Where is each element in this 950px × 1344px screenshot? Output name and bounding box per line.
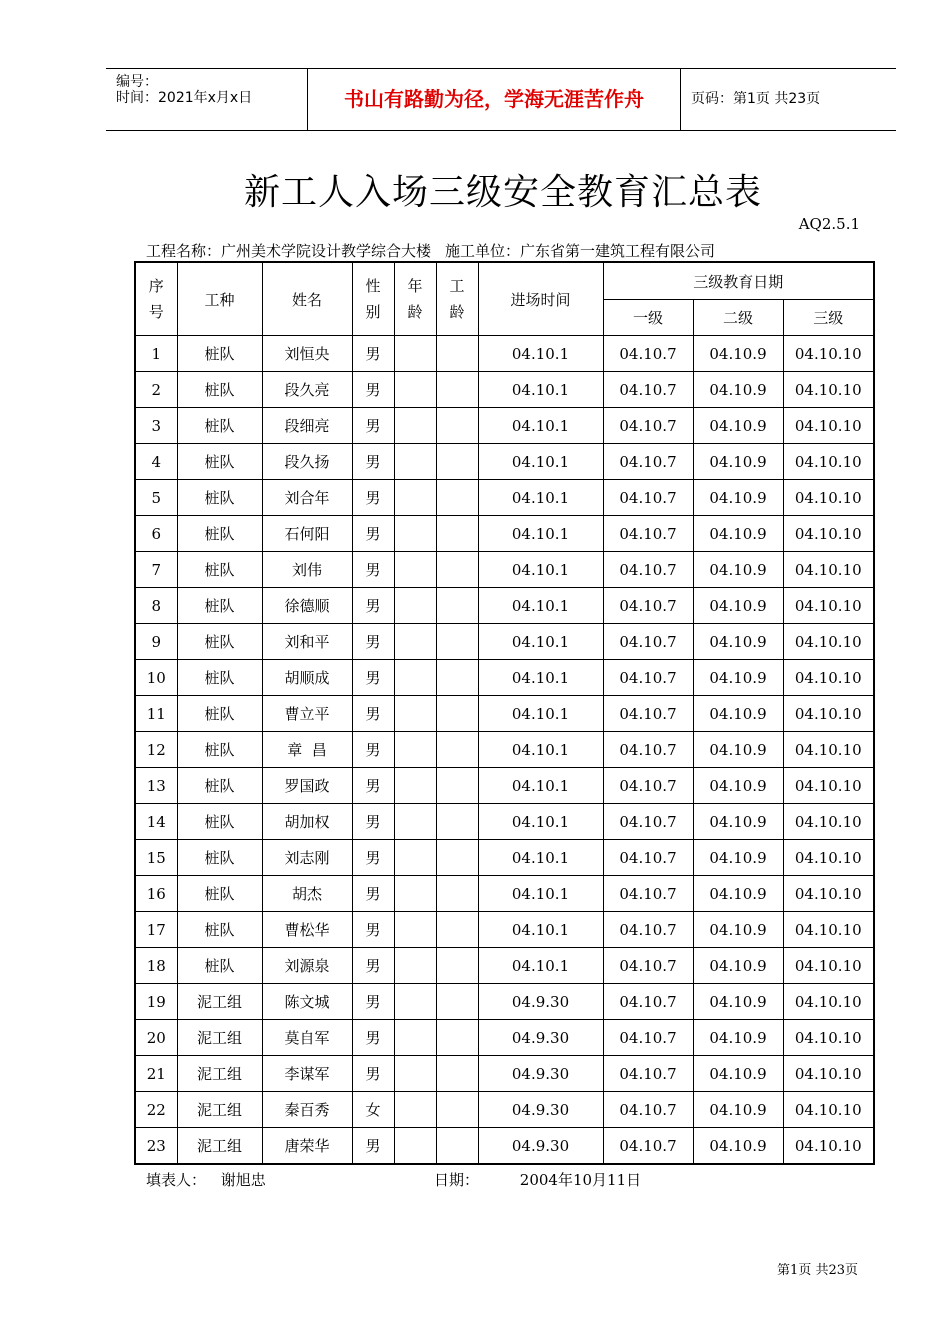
- cell-entry-date: 04.10.1: [478, 624, 603, 660]
- cell-level1: 04.10.7: [603, 804, 693, 840]
- header-divider: [680, 69, 681, 130]
- education-summary-table: [134, 261, 875, 1165]
- cell-seq: 17: [135, 912, 177, 948]
- table-row: [135, 876, 874, 912]
- cell-name: 段久亮: [262, 372, 352, 408]
- cell-work-years: [436, 1056, 478, 1092]
- cell-seq: 9: [135, 624, 177, 660]
- cell-seq: 23: [135, 1128, 177, 1165]
- cell-level2: 04.10.9: [693, 408, 783, 444]
- cell-entry-date: 04.9.30: [478, 1092, 603, 1128]
- cell-trade: 泥工组: [177, 1092, 262, 1128]
- header-age-label: 年龄: [407, 277, 423, 321]
- cell-gender: 男: [352, 372, 394, 408]
- cell-name: 李谋军: [262, 1056, 352, 1092]
- cell-gender: 男: [352, 948, 394, 984]
- cell-entry-date: 04.10.1: [478, 948, 603, 984]
- cell-work-years: [436, 480, 478, 516]
- cell-work-years: [436, 516, 478, 552]
- cell-age: [394, 840, 436, 876]
- cell-work-years: [436, 624, 478, 660]
- cell-name: 刘恒央: [262, 336, 352, 372]
- cell-level1: 04.10.7: [603, 1128, 693, 1165]
- cell-gender: 男: [352, 1056, 394, 1092]
- date-value: 2004年10月11日: [519, 1171, 642, 1189]
- cell-level3: 04.10.10: [783, 876, 874, 912]
- cell-level3: 04.10.10: [783, 588, 874, 624]
- table-row: [135, 732, 874, 768]
- cell-age: [394, 480, 436, 516]
- cell-age: [394, 552, 436, 588]
- table-header-row: [135, 262, 874, 300]
- cell-level3: 04.10.10: [783, 1092, 874, 1128]
- project-info: [146, 240, 715, 261]
- cell-name: 莫自军: [262, 1020, 352, 1056]
- cell-name: 胡顺成: [262, 660, 352, 696]
- cell-age: [394, 732, 436, 768]
- cell-level2: 04.10.9: [693, 1020, 783, 1056]
- cell-entry-date: 04.10.1: [478, 444, 603, 480]
- header-page-info: 页码：第1页 共23页: [691, 91, 821, 107]
- cell-name: 唐荣华: [262, 1128, 352, 1165]
- cell-trade: 桩队: [177, 624, 262, 660]
- cell-entry-date: 04.10.1: [478, 516, 603, 552]
- header-work-years-label: 工龄: [449, 277, 465, 321]
- cell-seq: 7: [135, 552, 177, 588]
- cell-level3: 04.10.10: [783, 408, 874, 444]
- cell-level3: 04.10.10: [783, 336, 874, 372]
- cell-level2: 04.10.9: [693, 912, 783, 948]
- cell-age: [394, 804, 436, 840]
- cell-work-years: [436, 660, 478, 696]
- cell-name: 刘合年: [262, 480, 352, 516]
- project-name: 工程名称：广州美术学院设计教学综合大楼: [146, 242, 432, 260]
- cell-age: [394, 408, 436, 444]
- cell-name: 刘伟: [262, 552, 352, 588]
- cell-level1: 04.10.7: [603, 768, 693, 804]
- cell-gender: 男: [352, 696, 394, 732]
- cell-trade: 桩队: [177, 372, 262, 408]
- cell-level2: 04.10.9: [693, 696, 783, 732]
- header-edu-group: 三级教育日期: [603, 262, 874, 300]
- cell-work-years: [436, 768, 478, 804]
- cell-trade: 桩队: [177, 444, 262, 480]
- header-level2: 二级: [693, 300, 783, 336]
- cell-entry-date: 04.10.1: [478, 804, 603, 840]
- header-gender-label: 性别: [365, 277, 381, 321]
- cell-trade: 桩队: [177, 948, 262, 984]
- header-seq-label: 序号: [148, 277, 164, 321]
- cell-gender: 男: [352, 804, 394, 840]
- cell-entry-date: 04.10.1: [478, 552, 603, 588]
- cell-level2: 04.10.9: [693, 336, 783, 372]
- cell-level3: 04.10.10: [783, 552, 874, 588]
- cell-level1: 04.10.7: [603, 624, 693, 660]
- cell-gender: 男: [352, 876, 394, 912]
- cell-gender: 男: [352, 732, 394, 768]
- cell-entry-date: 04.9.30: [478, 1128, 603, 1165]
- filler-label: 填表人：: [146, 1171, 207, 1189]
- table-row: [135, 912, 874, 948]
- cell-level1: 04.10.7: [603, 372, 693, 408]
- cell-gender: 男: [352, 1020, 394, 1056]
- cell-gender: 男: [352, 984, 394, 1020]
- cell-level1: 04.10.7: [603, 516, 693, 552]
- page-header: [106, 68, 896, 131]
- cell-level3: 04.10.10: [783, 1020, 874, 1056]
- cell-age: [394, 1092, 436, 1128]
- cell-trade: 桩队: [177, 408, 262, 444]
- cell-seq: 5: [135, 480, 177, 516]
- header-meta: [106, 69, 307, 130]
- cell-level2: 04.10.9: [693, 552, 783, 588]
- header-trade: 工种: [177, 262, 262, 336]
- cell-name: 徐德顺: [262, 588, 352, 624]
- cell-level1: 04.10.7: [603, 732, 693, 768]
- cell-work-years: [436, 876, 478, 912]
- cell-level3: 04.10.10: [783, 516, 874, 552]
- cell-trade: 桩队: [177, 588, 262, 624]
- cell-level1: 04.10.7: [603, 1092, 693, 1128]
- header-motto: 书山有路勤为径，学海无涯苦作舟: [344, 87, 644, 111]
- cell-gender: 男: [352, 552, 394, 588]
- cell-trade: 桩队: [177, 840, 262, 876]
- cell-age: [394, 372, 436, 408]
- cell-seq: 15: [135, 840, 177, 876]
- cell-age: [394, 336, 436, 372]
- cell-level3: 04.10.10: [783, 372, 874, 408]
- cell-entry-date: 04.10.1: [478, 732, 603, 768]
- cell-gender: 男: [352, 336, 394, 372]
- cell-name: 胡加权: [262, 804, 352, 840]
- filler-name: 谢旭忠: [220, 1171, 266, 1189]
- cell-level3: 04.10.10: [783, 984, 874, 1020]
- form-date: [434, 1169, 641, 1190]
- date-label: 日期：: [434, 1171, 480, 1189]
- cell-seq: 13: [135, 768, 177, 804]
- cell-seq: 8: [135, 588, 177, 624]
- cell-work-years: [436, 840, 478, 876]
- cell-level3: 04.10.10: [783, 624, 874, 660]
- cell-level1: 04.10.7: [603, 1056, 693, 1092]
- header-work-years: [436, 262, 478, 336]
- cell-level1: 04.10.7: [603, 840, 693, 876]
- cell-level1: 04.10.7: [603, 948, 693, 984]
- cell-trade: 泥工组: [177, 1020, 262, 1056]
- cell-name: 罗国政: [262, 768, 352, 804]
- table-row: [135, 984, 874, 1020]
- header-level1: 一级: [603, 300, 693, 336]
- cell-level2: 04.10.9: [693, 588, 783, 624]
- header-seq: [135, 262, 177, 336]
- cell-entry-date: 04.9.30: [478, 1056, 603, 1092]
- cell-seq: 20: [135, 1020, 177, 1056]
- cell-trade: 泥工组: [177, 1056, 262, 1092]
- table-row: [135, 660, 874, 696]
- cell-trade: 桩队: [177, 912, 262, 948]
- table-row: [135, 696, 874, 732]
- cell-level1: 04.10.7: [603, 984, 693, 1020]
- cell-name: 段细亮: [262, 408, 352, 444]
- cell-age: [394, 1020, 436, 1056]
- cell-gender: 男: [352, 912, 394, 948]
- cell-level3: 04.10.10: [783, 444, 874, 480]
- cell-level3: 04.10.10: [783, 768, 874, 804]
- cell-seq: 2: [135, 372, 177, 408]
- cell-trade: 桩队: [177, 732, 262, 768]
- cell-level3: 04.10.10: [783, 804, 874, 840]
- number-label: 编号：: [116, 74, 158, 90]
- cell-trade: 桩队: [177, 480, 262, 516]
- cell-age: [394, 768, 436, 804]
- cell-name: 刘源泉: [262, 948, 352, 984]
- table-row: [135, 588, 874, 624]
- cell-seq: 6: [135, 516, 177, 552]
- cell-level1: 04.10.7: [603, 444, 693, 480]
- cell-level1: 04.10.7: [603, 480, 693, 516]
- cell-seq: 10: [135, 660, 177, 696]
- page-footer: 第1页 共23页: [777, 1263, 858, 1278]
- header-level3: 三级: [783, 300, 874, 336]
- header-age: [394, 262, 436, 336]
- cell-level1: 04.10.7: [603, 552, 693, 588]
- cell-trade: 泥工组: [177, 1128, 262, 1165]
- cell-level1: 04.10.7: [603, 1020, 693, 1056]
- cell-gender: 男: [352, 624, 394, 660]
- document-title: 新工人入场三级安全教育汇总表: [243, 172, 762, 213]
- cell-seq: 1: [135, 336, 177, 372]
- cell-level2: 04.10.9: [693, 804, 783, 840]
- cell-level3: 04.10.10: [783, 732, 874, 768]
- table-row: [135, 480, 874, 516]
- cell-work-years: [436, 336, 478, 372]
- cell-trade: 桩队: [177, 804, 262, 840]
- table-row: [135, 840, 874, 876]
- cell-trade: 桩队: [177, 876, 262, 912]
- cell-work-years: [436, 1128, 478, 1165]
- table-row: [135, 948, 874, 984]
- cell-gender: 男: [352, 768, 394, 804]
- table-row: [135, 804, 874, 840]
- cell-name: 刘志刚: [262, 840, 352, 876]
- table-row: [135, 516, 874, 552]
- cell-name: 曹立平: [262, 696, 352, 732]
- document-code: AQ2.5.1: [798, 215, 860, 233]
- cell-level1: 04.10.7: [603, 876, 693, 912]
- cell-level2: 04.10.9: [693, 624, 783, 660]
- table-row: [135, 1020, 874, 1056]
- cell-entry-date: 04.10.1: [478, 840, 603, 876]
- cell-trade: 桩队: [177, 660, 262, 696]
- cell-entry-date: 04.9.30: [478, 1020, 603, 1056]
- cell-work-years: [436, 696, 478, 732]
- cell-age: [394, 1056, 436, 1092]
- cell-name: 段久扬: [262, 444, 352, 480]
- cell-age: [394, 876, 436, 912]
- cell-level3: 04.10.10: [783, 1128, 874, 1165]
- cell-name: 陈文城: [262, 984, 352, 1020]
- cell-age: [394, 948, 436, 984]
- table-row: [135, 624, 874, 660]
- cell-work-years: [436, 444, 478, 480]
- cell-entry-date: 04.10.1: [478, 660, 603, 696]
- cell-age: [394, 516, 436, 552]
- table-row: [135, 1128, 874, 1165]
- cell-name: 秦百秀: [262, 1092, 352, 1128]
- cell-name: 刘和平: [262, 624, 352, 660]
- cell-name: 石何阳: [262, 516, 352, 552]
- cell-level3: 04.10.10: [783, 1056, 874, 1092]
- cell-level3: 04.10.10: [783, 480, 874, 516]
- cell-seq: 11: [135, 696, 177, 732]
- cell-age: [394, 912, 436, 948]
- cell-name: 章 昌: [262, 732, 352, 768]
- cell-work-years: [436, 588, 478, 624]
- cell-age: [394, 696, 436, 732]
- cell-work-years: [436, 1092, 478, 1128]
- cell-work-years: [436, 912, 478, 948]
- cell-work-years: [436, 408, 478, 444]
- cell-gender: 男: [352, 1128, 394, 1165]
- cell-entry-date: 04.10.1: [478, 480, 603, 516]
- cell-level1: 04.10.7: [603, 696, 693, 732]
- cell-level1: 04.10.7: [603, 408, 693, 444]
- header-gender: [352, 262, 394, 336]
- cell-seq: 19: [135, 984, 177, 1020]
- cell-seq: 21: [135, 1056, 177, 1092]
- cell-trade: 桩队: [177, 696, 262, 732]
- cell-seq: 14: [135, 804, 177, 840]
- cell-age: [394, 984, 436, 1020]
- cell-gender: 男: [352, 840, 394, 876]
- cell-level3: 04.10.10: [783, 912, 874, 948]
- cell-level2: 04.10.9: [693, 516, 783, 552]
- cell-trade: 泥工组: [177, 984, 262, 1020]
- cell-level2: 04.10.9: [693, 840, 783, 876]
- cell-age: [394, 588, 436, 624]
- cell-gender: 男: [352, 408, 394, 444]
- cell-entry-date: 04.10.1: [478, 876, 603, 912]
- table-row: [135, 444, 874, 480]
- cell-trade: 桩队: [177, 336, 262, 372]
- cell-work-years: [436, 1020, 478, 1056]
- cell-work-years: [436, 984, 478, 1020]
- cell-work-years: [436, 732, 478, 768]
- cell-gender: 男: [352, 444, 394, 480]
- cell-entry-date: 04.10.1: [478, 696, 603, 732]
- cell-level2: 04.10.9: [693, 768, 783, 804]
- cell-work-years: [436, 552, 478, 588]
- cell-level2: 04.10.9: [693, 480, 783, 516]
- cell-trade: 桩队: [177, 552, 262, 588]
- table-body: [135, 336, 874, 1165]
- cell-name: 胡杰: [262, 876, 352, 912]
- form-footer: [146, 1169, 642, 1190]
- cell-level2: 04.10.9: [693, 372, 783, 408]
- cell-seq: 16: [135, 876, 177, 912]
- header-entry-date: 进场时间: [478, 262, 603, 336]
- table-row: [135, 768, 874, 804]
- cell-seq: 22: [135, 1092, 177, 1128]
- time-label: 时间：2021年x月x日: [116, 90, 253, 106]
- cell-level2: 04.10.9: [693, 1128, 783, 1165]
- cell-level2: 04.10.9: [693, 984, 783, 1020]
- cell-name: 曹松华: [262, 912, 352, 948]
- contractor-name: 施工单位：广东省第一建筑工程有限公司: [445, 242, 716, 260]
- cell-level2: 04.10.9: [693, 948, 783, 984]
- cell-work-years: [436, 804, 478, 840]
- cell-level3: 04.10.10: [783, 948, 874, 984]
- header-name: 姓名: [262, 262, 352, 336]
- cell-gender: 男: [352, 660, 394, 696]
- table-row: [135, 372, 874, 408]
- cell-level3: 04.10.10: [783, 660, 874, 696]
- cell-level1: 04.10.7: [603, 912, 693, 948]
- table-row: [135, 408, 874, 444]
- cell-entry-date: 04.10.1: [478, 336, 603, 372]
- cell-level2: 04.10.9: [693, 1056, 783, 1092]
- cell-gender: 女: [352, 1092, 394, 1128]
- cell-gender: 男: [352, 480, 394, 516]
- cell-level1: 04.10.7: [603, 588, 693, 624]
- cell-level2: 04.10.9: [693, 1092, 783, 1128]
- table-row: [135, 1092, 874, 1128]
- cell-entry-date: 04.10.1: [478, 372, 603, 408]
- cell-level2: 04.10.9: [693, 444, 783, 480]
- cell-level2: 04.10.9: [693, 660, 783, 696]
- cell-gender: 男: [352, 516, 394, 552]
- cell-level1: 04.10.7: [603, 660, 693, 696]
- cell-work-years: [436, 948, 478, 984]
- cell-gender: 男: [352, 588, 394, 624]
- cell-seq: 4: [135, 444, 177, 480]
- cell-age: [394, 660, 436, 696]
- cell-seq: 18: [135, 948, 177, 984]
- table-row: [135, 1056, 874, 1092]
- cell-entry-date: 04.10.1: [478, 912, 603, 948]
- cell-level2: 04.10.9: [693, 876, 783, 912]
- cell-level1: 04.10.7: [603, 336, 693, 372]
- cell-seq: 12: [135, 732, 177, 768]
- cell-age: [394, 624, 436, 660]
- cell-trade: 桩队: [177, 516, 262, 552]
- cell-level3: 04.10.10: [783, 840, 874, 876]
- cell-entry-date: 04.10.1: [478, 588, 603, 624]
- table-row: [135, 336, 874, 372]
- cell-entry-date: 04.10.1: [478, 768, 603, 804]
- cell-work-years: [436, 372, 478, 408]
- table-row: [135, 552, 874, 588]
- cell-entry-date: 04.9.30: [478, 984, 603, 1020]
- cell-level3: 04.10.10: [783, 696, 874, 732]
- cell-seq: 3: [135, 408, 177, 444]
- cell-age: [394, 1128, 436, 1165]
- cell-entry-date: 04.10.1: [478, 408, 603, 444]
- cell-trade: 桩队: [177, 768, 262, 804]
- cell-level2: 04.10.9: [693, 732, 783, 768]
- cell-age: [394, 444, 436, 480]
